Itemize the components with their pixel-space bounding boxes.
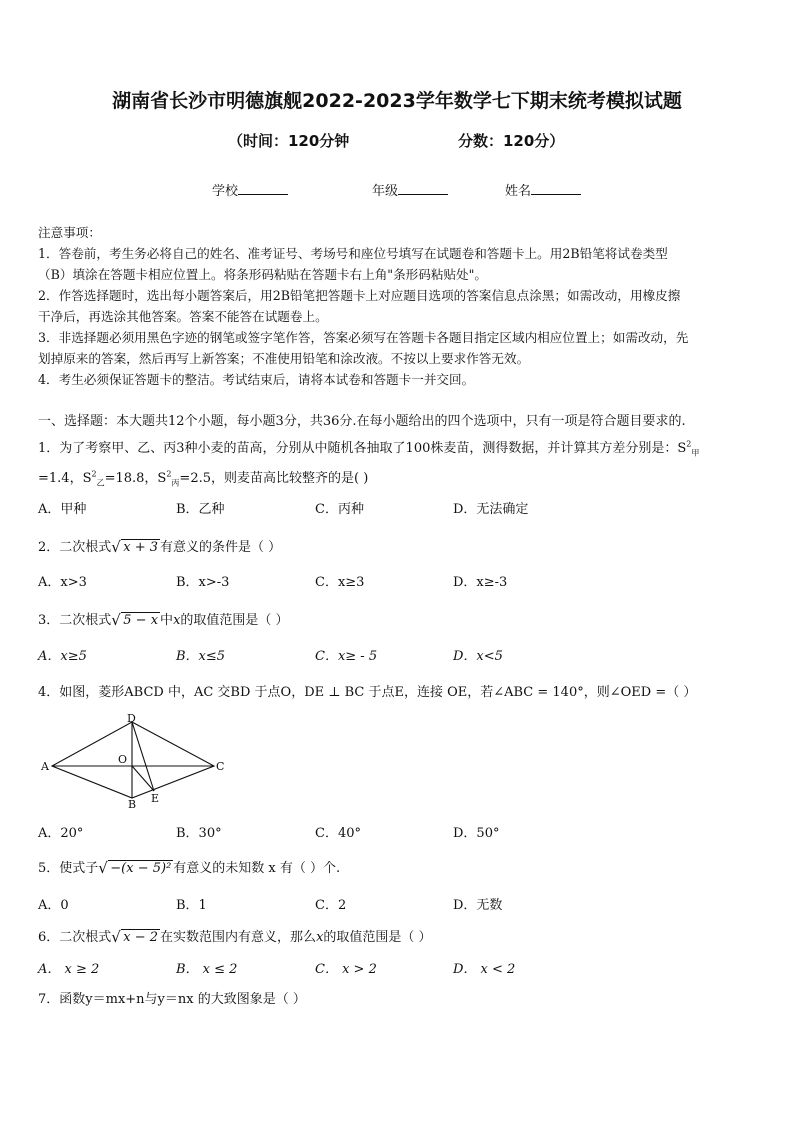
segment-oe bbox=[132, 766, 154, 791]
q5-option-c[interactable]: C．2 bbox=[315, 898, 347, 913]
notice-line: 干净后，再选涂其他答案。答案不能答在试题卷上。 bbox=[38, 309, 328, 324]
q5-post: 有意义的未知数 x 有（ ）个. bbox=[173, 861, 341, 876]
q1-sub-jia: 甲 bbox=[691, 448, 700, 458]
name-blank bbox=[531, 182, 581, 195]
exam-title: 湖南省长沙市明德旗舰2022-2023学年数学七下期末统考模拟试题 bbox=[112, 90, 682, 112]
q6-mid: 在实数范围内有意义，那么 bbox=[160, 930, 317, 945]
notice-line: 3．非选择题必须用黑色字迹的钢笔或签字笔作答，答案必须写在答题卡各题目指定区域内相应位置上；如需改动，先 bbox=[38, 330, 689, 345]
q6-option-d[interactable]: D． x < 2 bbox=[453, 962, 516, 977]
q5-option-a[interactable]: A．0 bbox=[38, 898, 69, 913]
q6-pre: 6．二次根式 bbox=[38, 930, 112, 945]
q3-mid: 中 bbox=[160, 613, 174, 628]
q1-option-d[interactable]: D．无法确定 bbox=[453, 502, 529, 517]
q6-var: x bbox=[316, 930, 324, 945]
school-field bbox=[212, 180, 288, 199]
school-label: 学校 bbox=[212, 184, 239, 199]
name-label: 姓名 bbox=[505, 184, 532, 199]
question-5 bbox=[38, 857, 340, 876]
q2-option-c[interactable]: C．x≥3 bbox=[315, 575, 365, 590]
section-heading: 一、选择题：本大题共12个小题，每小题3分，共36分.在每小题给出的四个选项中，只有一项是符合题目要求的. bbox=[38, 414, 686, 429]
question-4: 4．如图，菱形ABCD 中，AC 交BD 于点O，DE ⊥ BC 于点E，连接 OE，若∠ABC = 140°，则∠OED =（ ） bbox=[38, 685, 697, 700]
question-7: 7．函数y＝mx+n与y＝nx 的大致图象是（ ） bbox=[38, 992, 306, 1007]
q6-option-a[interactable]: A． x ≥ 2 bbox=[38, 962, 100, 977]
q2-radicand: x + 3 bbox=[123, 540, 159, 555]
q2-option-b[interactable]: B．x>-3 bbox=[176, 575, 230, 590]
q3-option-b[interactable]: B．x≤5 bbox=[176, 649, 226, 664]
question-3 bbox=[38, 609, 289, 628]
q3-var: x bbox=[173, 613, 181, 628]
sqrt-icon: √ x − 2 bbox=[111, 928, 159, 946]
q6-post: 的取值范围是（ ） bbox=[323, 930, 432, 945]
q2-option-d[interactable]: D．x≥-3 bbox=[453, 575, 508, 590]
notice-line: 1．答卷前，考生务必将自己的姓名、准考证号、考场号和座位号填写在试题卷和答题卡上。用2B铅笔将试卷类型 bbox=[38, 246, 668, 261]
q3-option-a[interactable]: A．x≥5 bbox=[38, 649, 87, 664]
exam-score: 分数：120分） bbox=[458, 132, 565, 150]
rhombus-shape bbox=[52, 722, 214, 798]
q4-option-b[interactable]: B．30° bbox=[176, 826, 222, 841]
grade-field bbox=[372, 180, 448, 199]
question-1-line1: 1．为了考察甲、乙、丙3种小麦的苗高，分别从中随机各抽取了100株麦苗，测得数据，并计算其方差分别是：$S^2_甲$ bbox=[38, 439, 700, 458]
notice-line: 4．考生必须保证答题卡的整洁。考试结束后，请将本试卷和答题卡一并交回。 bbox=[38, 372, 475, 387]
q5-pre: 5．使式子 bbox=[38, 861, 99, 876]
q3-option-c[interactable]: C．x≥ - 5 bbox=[315, 649, 378, 664]
q1-text: 1．为了考察甲、乙、丙3种小麦的苗高，分别从中随机各抽取了100株麦苗，测得数据，并计算其方差分别是：S bbox=[38, 441, 687, 456]
q2-option-a[interactable]: A．x>3 bbox=[38, 575, 87, 590]
notice-line: （B）填涂在答题卡相应位置上。将条形码粘贴在答题卡右上角"条形码粘贴处"。 bbox=[38, 267, 488, 282]
q5-radicand: −(x − 5)² bbox=[110, 861, 172, 876]
q4-option-d[interactable]: D．50° bbox=[453, 826, 500, 841]
q3-radicand: 5 − x bbox=[123, 613, 159, 628]
q1-sub-bing: 丙 bbox=[171, 478, 180, 488]
notice-line: 2．作答选择题时，选出每小题答案后，用2B铅笔把答题卡上对应题目选项的答案信息点涂黑；如需改动，用橡皮擦 bbox=[38, 288, 681, 303]
question-2 bbox=[38, 536, 281, 555]
grade-blank bbox=[398, 182, 448, 195]
q3-post: 的取值范围是（ ） bbox=[180, 613, 289, 628]
label-e: E bbox=[151, 792, 160, 805]
q1-option-c[interactable]: C．丙种 bbox=[315, 502, 364, 517]
q3-option-d[interactable]: D．x<5 bbox=[453, 649, 503, 664]
q6-radicand: x − 2 bbox=[123, 930, 159, 945]
q5-option-b[interactable]: B．1 bbox=[176, 898, 207, 913]
label-b: B bbox=[128, 798, 137, 808]
q1-text-b: =18.8，S bbox=[104, 471, 167, 486]
sqrt-icon: √ x + 3 bbox=[111, 538, 159, 556]
question-6 bbox=[38, 926, 432, 945]
q2-post: 有意义的条件是（ ） bbox=[160, 540, 282, 555]
rhombus-figure bbox=[38, 712, 228, 808]
q6-option-c[interactable]: C． x > 2 bbox=[315, 962, 377, 977]
q2-pre: 2．二次根式 bbox=[38, 540, 112, 555]
name-field bbox=[505, 180, 581, 199]
q4-option-c[interactable]: C．40° bbox=[315, 826, 361, 841]
grade-label: 年级 bbox=[372, 184, 399, 199]
notice-heading: 注意事项： bbox=[38, 225, 101, 240]
exam-time: （时间：120分钟 bbox=[228, 132, 350, 150]
label-d: D bbox=[127, 712, 136, 725]
q1-option-a[interactable]: A．甲种 bbox=[38, 502, 87, 517]
q3-pre: 3．二次根式 bbox=[38, 613, 112, 628]
sqrt-icon: √ −(x − 5)² bbox=[98, 859, 172, 877]
label-c: C bbox=[216, 760, 225, 773]
q4-option-a[interactable]: A．20° bbox=[38, 826, 84, 841]
notice-line: 划掉原来的答案，然后再写上新答案；不准使用铅笔和涂改液。不按以上要求作答无效。 bbox=[38, 351, 530, 366]
q5-option-d[interactable]: D．无数 bbox=[453, 898, 503, 913]
q1-option-b[interactable]: B．乙种 bbox=[176, 502, 225, 517]
sqrt-icon: √ 5 − x bbox=[111, 611, 159, 629]
school-blank bbox=[238, 182, 288, 195]
q1-sub-yi: 乙 bbox=[96, 478, 105, 488]
q1-text-a: =1.4，S bbox=[38, 471, 92, 486]
q6-option-b[interactable]: B． x ≤ 2 bbox=[176, 962, 238, 977]
label-a: A bbox=[41, 760, 49, 773]
label-o: O bbox=[118, 753, 128, 766]
q1-text-c: =2.5，则麦苗高比较整齐的是( ) bbox=[179, 471, 369, 486]
question-1-line2: =1.4，$S^2_乙=18.8$，$S^2_丙=2.5$，则麦苗高比较整齐的是( ) bbox=[38, 469, 369, 488]
